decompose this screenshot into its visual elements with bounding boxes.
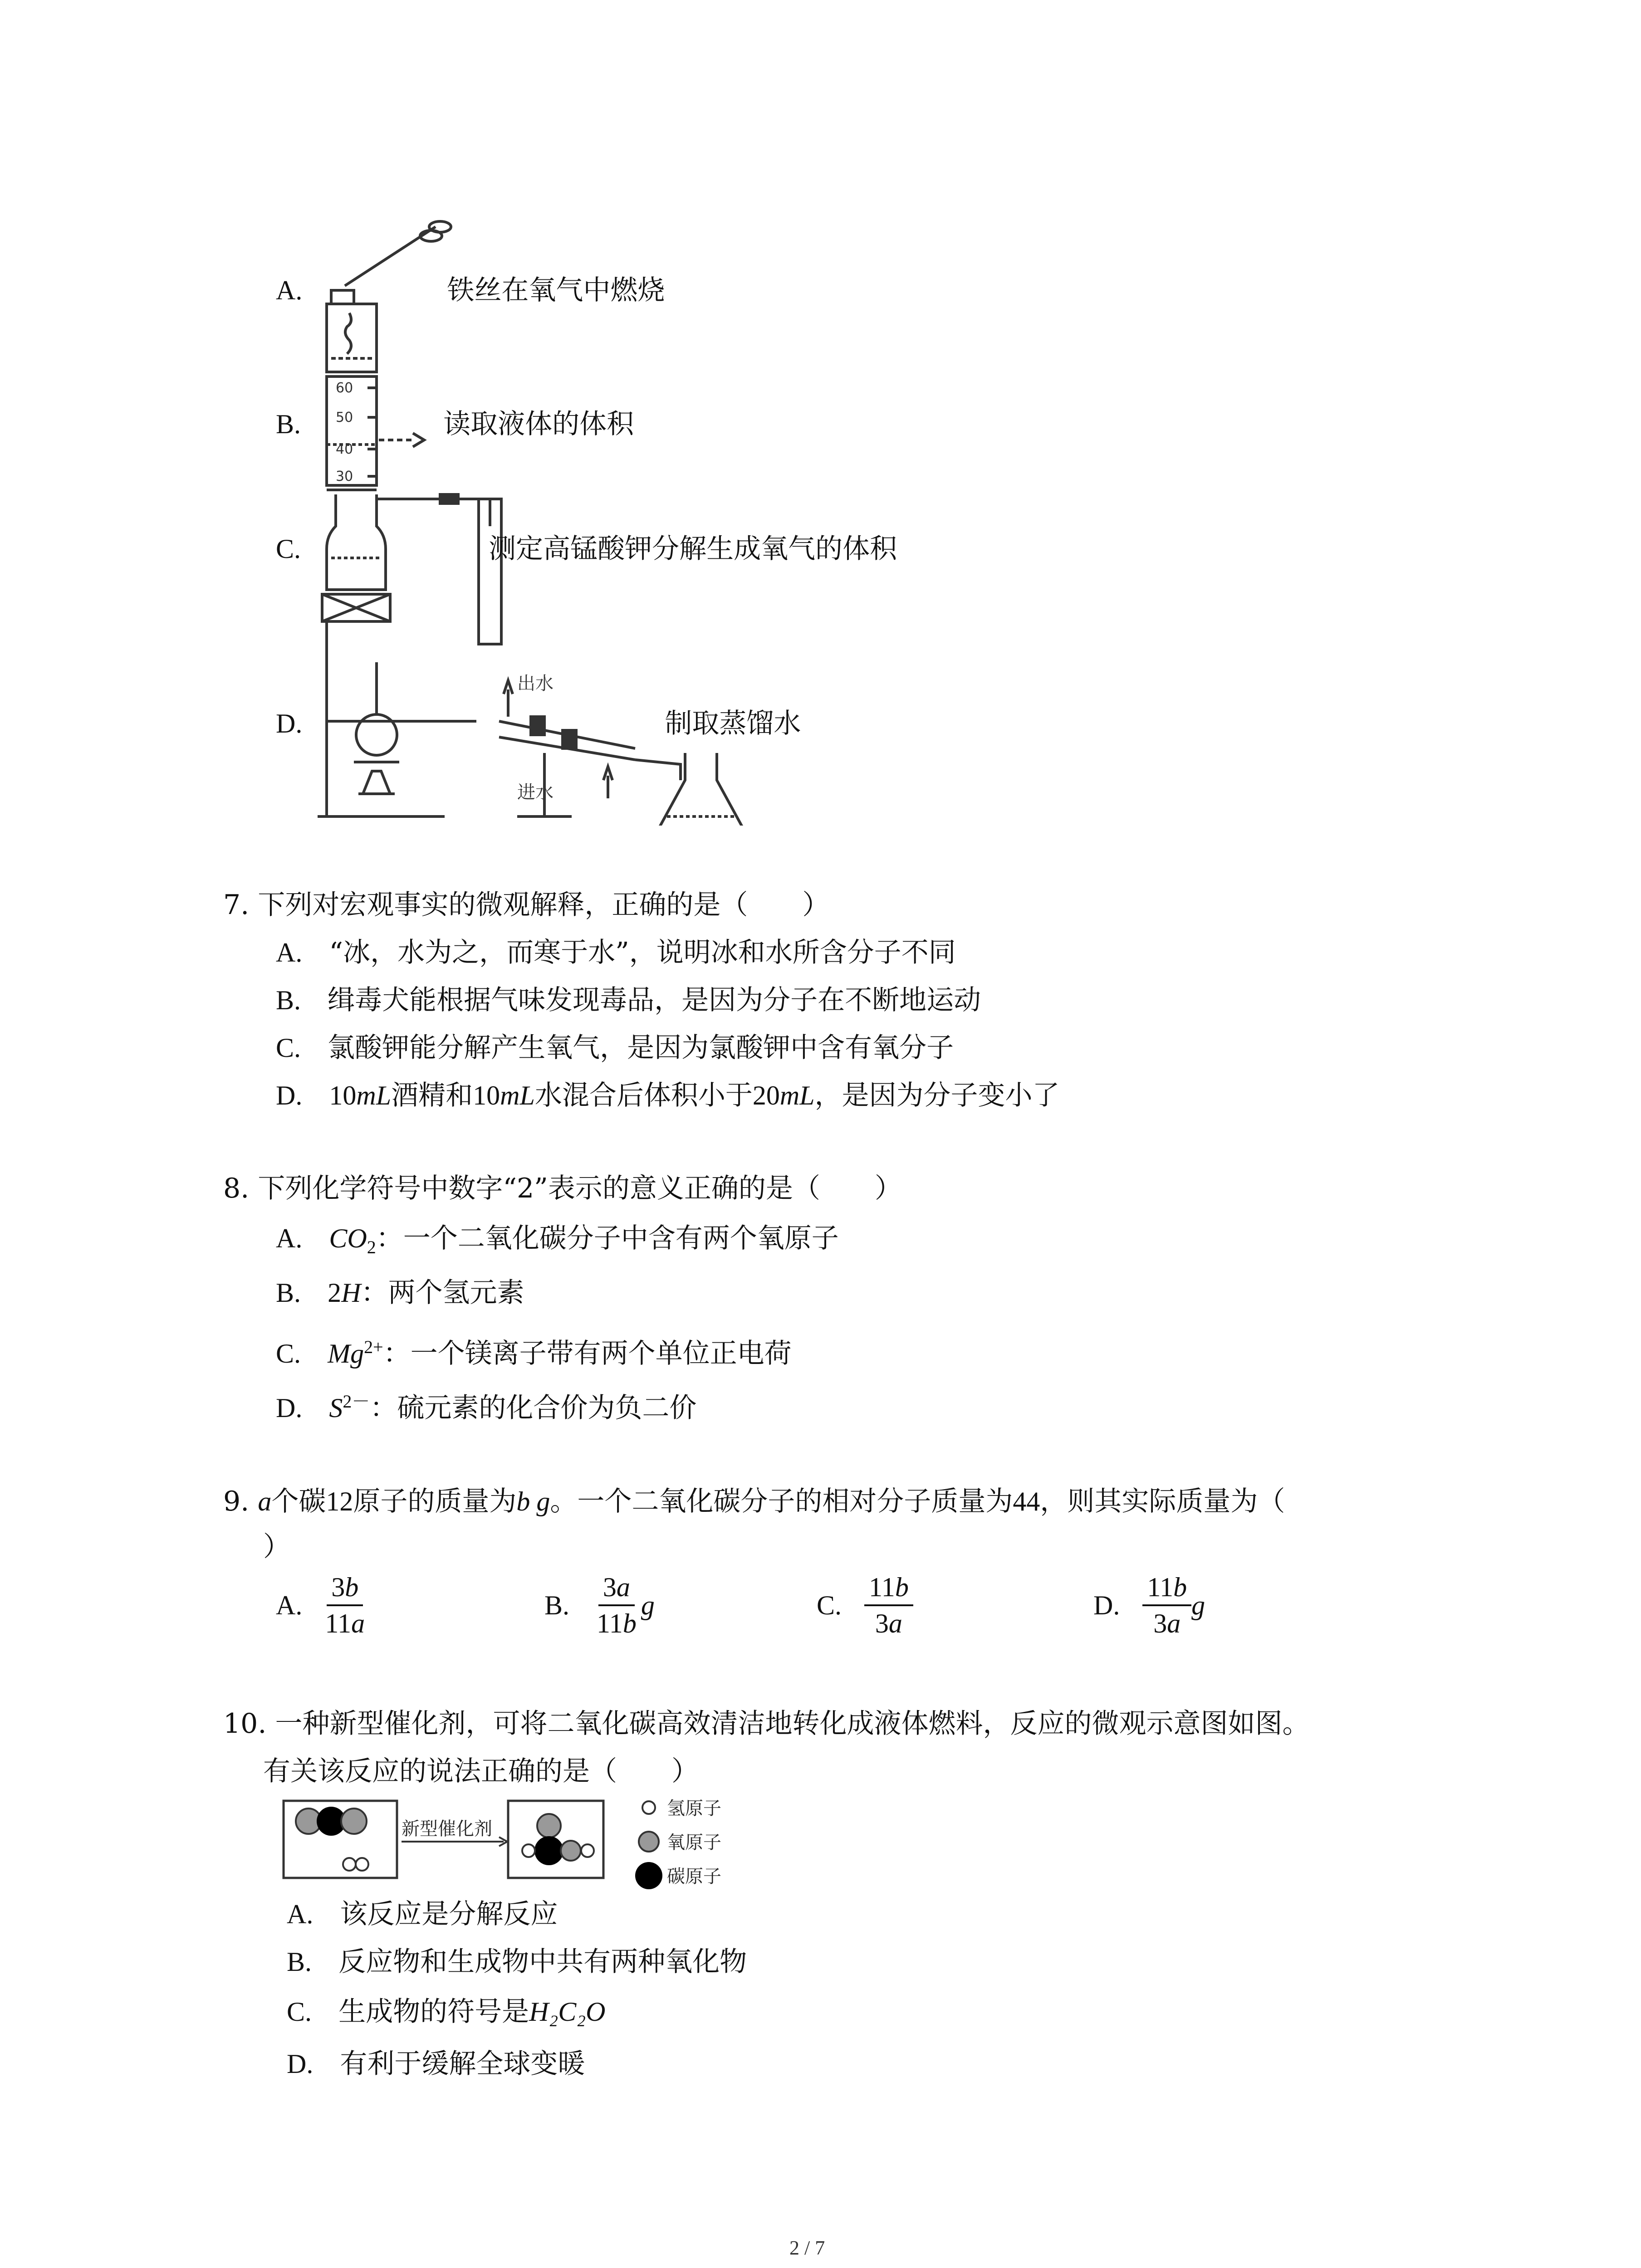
carbon-atom: [534, 1836, 563, 1865]
chem-symbol: S: [329, 1393, 343, 1423]
chem-symbol: H: [341, 1278, 361, 1308]
denominator-coef: 11: [597, 1608, 623, 1638]
number: 44: [1013, 1486, 1040, 1516]
fraction: [1142, 1572, 1191, 1639]
option-text: 测定高锰酸钾分解生成氧气的体积: [489, 533, 897, 565]
number: 20: [752, 1080, 780, 1110]
numerator-coef: 11: [1147, 1572, 1174, 1602]
numerator-var: a: [616, 1572, 630, 1602]
option-letter: D.: [276, 1393, 303, 1423]
option-letter: C.: [276, 534, 301, 564]
oxygen-atom: [341, 1809, 367, 1834]
option-letter: B.: [276, 985, 301, 1015]
legend-hydrogen-icon: [642, 1801, 655, 1814]
q9-number: 9.: [223, 1486, 258, 1517]
fraction: [864, 1572, 913, 1639]
option-letter: B.: [276, 1278, 301, 1308]
cylinder-mark-40: 40: [336, 441, 353, 457]
number: 12: [326, 1486, 353, 1516]
superscript: 2－: [343, 1391, 370, 1412]
q9-option-d: [1093, 1572, 1205, 1639]
legend-oxygen-icon: [639, 1832, 659, 1852]
legend-hydrogen-label: 氢原子: [667, 1798, 721, 1819]
oxygen-atom: [537, 1814, 561, 1838]
reaction-diagram: [281, 1792, 826, 1892]
var-a: a: [258, 1486, 272, 1516]
text: 。一个二氧化碳分子的相对分子质量为: [550, 1486, 1013, 1517]
cylinder-mark-30: 30: [336, 469, 353, 484]
option-letter: A.: [276, 275, 303, 305]
water-out-label: 出水: [517, 673, 554, 694]
option-text: 读取液体的体积: [443, 408, 634, 440]
text: 个碳: [271, 1486, 326, 1517]
option-letter: A.: [276, 938, 303, 968]
q6-option-d: [276, 705, 801, 742]
numerator-var: b: [345, 1572, 359, 1602]
option-letter: D.: [1093, 1590, 1120, 1620]
option-letter: C.: [276, 1033, 301, 1063]
q10-stem-line1: 10. 一种新型催化剂，可将二氧化碳高效清洁地转化成液体燃料，反应的微观示意图如图。: [223, 1708, 1310, 1740]
q9-option-b: [544, 1572, 655, 1639]
chem-symbol: CO: [329, 1223, 367, 1253]
option-text: 缉毒犬能根据气味发现毒品，是因为分子在不断地运动: [328, 984, 981, 1016]
option-letter: A.: [287, 1899, 314, 1929]
text: 原子的质量为: [353, 1486, 517, 1517]
var-b: b: [516, 1486, 530, 1516]
denominator-coef: 3: [875, 1608, 889, 1638]
denominator-coef: 3: [1153, 1608, 1167, 1638]
coefficient: 2: [328, 1278, 342, 1308]
option-text: ：硫元素的化合价为负二价: [370, 1392, 697, 1424]
chem-symbol: Mg: [328, 1339, 364, 1369]
denominator-var: a: [1167, 1608, 1181, 1638]
text: 水混合后体积小于: [534, 1080, 753, 1111]
numerator-var: b: [895, 1572, 909, 1602]
q8-option-b: [276, 1275, 524, 1311]
legend-carbon-label: 碳原子: [667, 1866, 721, 1887]
cylinder-mark-60: 60: [336, 380, 353, 396]
fraction: [320, 1572, 369, 1639]
q8-option-c: [276, 1329, 792, 1372]
denominator-var: a: [351, 1608, 365, 1638]
legend-carbon-icon: [635, 1862, 662, 1889]
chem-formula: H₂C₂O: [529, 1997, 606, 2027]
text: ，则其实际质量为（: [1040, 1486, 1285, 1517]
denominator-var: a: [888, 1608, 902, 1638]
option-text: ：两个氢元素: [361, 1277, 524, 1309]
q10-option-b: [287, 1944, 747, 1980]
hydrogen-atom: [343, 1858, 356, 1871]
q8-stem: 8. 下列化学符号中数字“2”表示的意义正确的是（ ）: [223, 1173, 902, 1204]
number: 10: [329, 1080, 357, 1110]
option-letter: A.: [276, 1223, 303, 1253]
q9-option-a: [276, 1572, 369, 1639]
q6-option-b: [276, 406, 634, 442]
unit: mL: [356, 1080, 392, 1110]
unit: g: [641, 1590, 655, 1620]
catalyst-label: 新型催化剂: [402, 1818, 492, 1839]
option-letter: C.: [287, 1997, 312, 2027]
q7-option-c: [276, 1030, 954, 1066]
option-text: ：一个镁离子带有两个单位正电荷: [383, 1338, 792, 1369]
text: ，是因为分子变小了: [814, 1080, 1060, 1111]
oxygen-atom: [561, 1841, 581, 1861]
unit: mL: [779, 1080, 815, 1110]
number: 10: [473, 1080, 500, 1110]
option-text: 该反应是分解反应: [340, 1898, 558, 1930]
option-text: 有利于缓解全球变暖: [340, 2048, 585, 2080]
option-letter: D.: [287, 2049, 314, 2079]
cylinder-mark-50: 50: [336, 410, 353, 425]
q6-option-a: [276, 272, 665, 308]
q7-stem: 7. 下列对宏观事实的微观解释，正确的是（ ）: [223, 889, 830, 921]
option-text: ：一个二氧化碳分子中含有两个氧原子: [376, 1222, 839, 1254]
numerator-var: b: [1173, 1572, 1187, 1602]
q9-option-c: [817, 1572, 913, 1639]
q10-option-c: [287, 1994, 606, 2030]
denominator-coef: 11: [325, 1608, 352, 1638]
numerator-coef: 3: [603, 1572, 617, 1602]
option-text: “冰，水为之，而寒于水”，说明冰和水所含分子不同: [329, 937, 956, 968]
option-letter: B.: [544, 1590, 570, 1620]
water-in-label: 进水: [517, 782, 554, 803]
q7-option-a: [276, 934, 956, 971]
option-text: 制取蒸馏水: [665, 708, 801, 739]
numerator-coef: 11: [869, 1572, 895, 1602]
q10-option-a: [287, 1896, 558, 1932]
q9-stem: [223, 1483, 1285, 1520]
option-letter: D.: [276, 709, 303, 738]
hydrogen-atom: [581, 1844, 594, 1857]
denominator-var: b: [622, 1608, 637, 1638]
q7-option-d: [276, 1077, 1060, 1114]
option-text: 反应物和生成物中共有两种氧化物: [338, 1946, 747, 1978]
q10-stem-line2: 有关该反应的说法正确的是（ ）: [263, 1755, 699, 1787]
option-letter: C.: [276, 1339, 301, 1369]
hydrogen-atom: [356, 1858, 368, 1871]
option-letter: A.: [276, 1590, 303, 1620]
q7-option-b: [276, 982, 981, 1018]
hydrogen-atom: [522, 1844, 535, 1857]
superscript: 2+: [364, 1337, 383, 1357]
q9-stem-close: ）: [263, 1531, 290, 1563]
page-number: 2 / 7: [789, 2237, 825, 2259]
unit: g: [1191, 1590, 1205, 1620]
q6-option-c: [276, 531, 897, 567]
option-letter: B.: [287, 1947, 312, 1977]
option-text: 氯酸钾能分解产生氧气，是因为氯酸钾中含有氧分子: [328, 1032, 954, 1064]
q10-option-d: [287, 2046, 585, 2082]
unit-g: g: [536, 1486, 550, 1516]
unit: mL: [500, 1080, 535, 1110]
option-letter: D.: [276, 1080, 303, 1110]
option-letter: C.: [817, 1590, 842, 1620]
text: 酒精和: [391, 1080, 473, 1111]
option-letter: B.: [276, 409, 301, 439]
q8-option-a: [276, 1220, 839, 1266]
q8-option-d: [276, 1383, 696, 1426]
option-text: 生成物的符号是: [338, 1996, 529, 2028]
numerator-coef: 3: [331, 1572, 345, 1602]
fraction: [592, 1572, 641, 1639]
option-text: 铁丝在氧气中燃烧: [447, 274, 665, 306]
legend-oxygen-label: 氧原子: [667, 1832, 721, 1853]
subscript: 2: [367, 1237, 376, 1257]
